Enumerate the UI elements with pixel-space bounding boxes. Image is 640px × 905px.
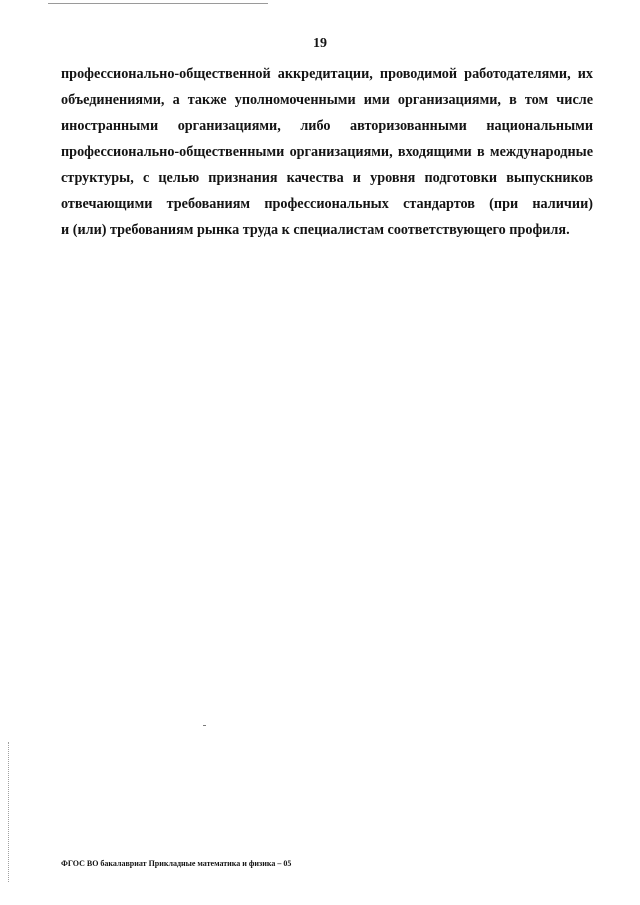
paragraph-line: иностранными организациями, либо авторизованными национальными xyxy=(61,118,593,134)
paragraph-line: структуры, с целью признания качества и уровня подготовки выпускников xyxy=(61,170,593,186)
paragraph-line: и (или) требованиям рынка труда к специалистам соответствующего профиля. xyxy=(61,222,570,238)
paragraph-line: объединениями, а также уполномоченными ими организациями, в том числе xyxy=(61,92,593,108)
footer-document-id: ФГОС ВО бакалавриат Прикладные математика и физика – 05 xyxy=(61,859,292,868)
scan-edge-dots xyxy=(8,742,10,882)
paragraph-line: профессионально-общественной аккредитации, проводимой работодателями, их xyxy=(61,66,593,82)
paragraph-line: отвечающими требованиям профессиональных стандартов (при наличии) xyxy=(61,196,593,212)
scan-border-line xyxy=(48,3,268,4)
page-number: 19 xyxy=(313,36,327,51)
paragraph-line: профессионально-общественными организациями, входящими в международные xyxy=(61,144,593,160)
scan-artifact xyxy=(203,725,206,726)
body-paragraph xyxy=(61,61,593,243)
